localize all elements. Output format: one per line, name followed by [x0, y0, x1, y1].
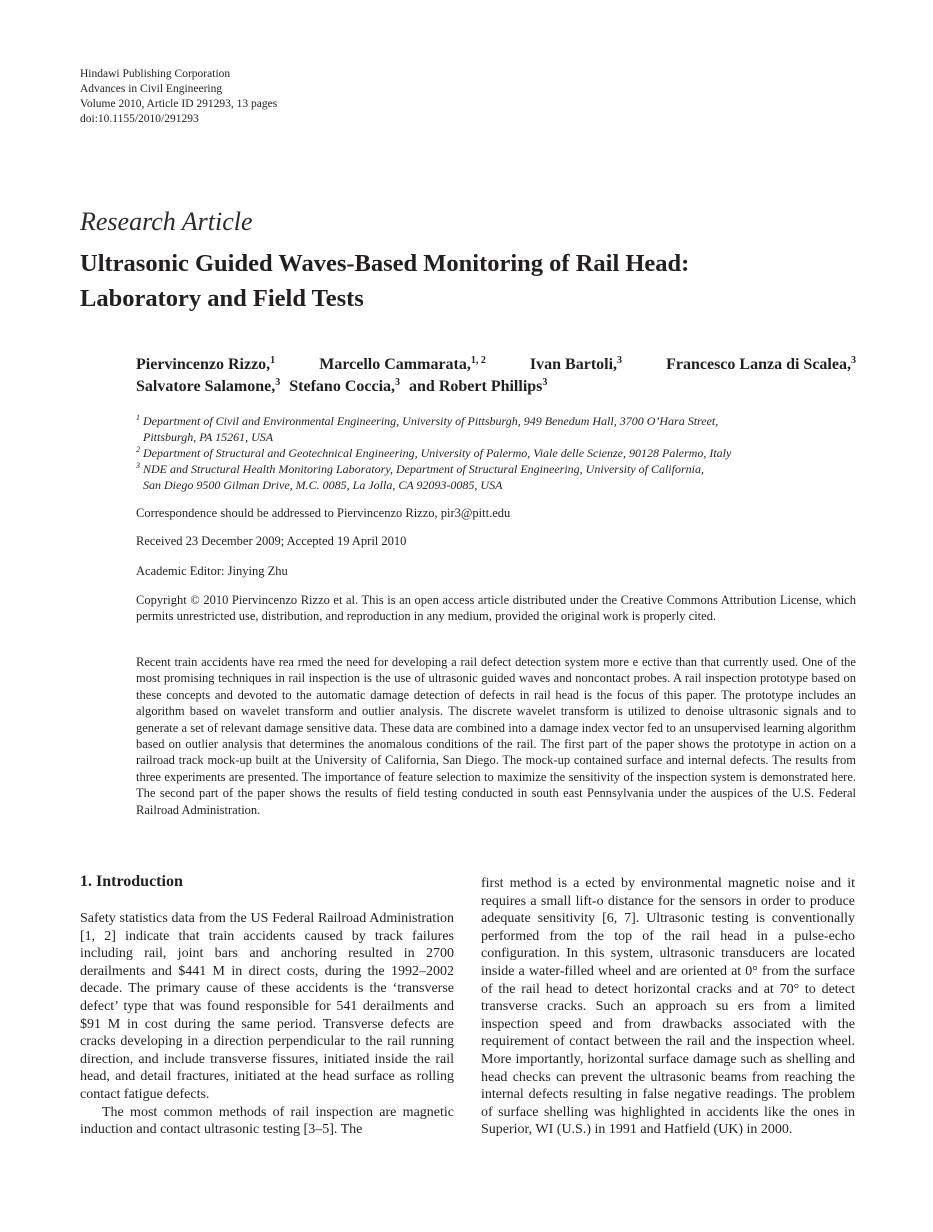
author: Marcello Cammarata,$^{1, 2}$ — [319, 355, 486, 373]
paragraph: The most common methods of rail inspection are magnetic induction and contact ultrasonic testing [3–5]. The — [80, 1104, 454, 1138]
affiliation: 2 Department of Structural and Geotechnical Engineering, University of Palermo, Viale delle Scienze, 90128 Palermo, Italy — [136, 445, 732, 460]
affiliations — [136, 413, 856, 493]
author: and Robert Phillips$^3$ — [409, 377, 548, 395]
affiliation: 1 Department of Civil and Environmental Engineering, University of Pittsburgh, 949 Benedum Hall, 3700 O’Hara Street, Pittsburgh, PA 15261, USA — [136, 413, 719, 444]
journal-header — [80, 67, 277, 127]
publisher: Hindawi Publishing Corporation — [80, 68, 231, 80]
title-line-2: Laboratory and Field Tests — [80, 285, 364, 312]
section-heading: 1. Introduction — [80, 873, 183, 890]
author: Ivan Bartoli,$^3$ — [529, 355, 623, 373]
academic-editor: Academic Editor: Jinying Zhu — [136, 564, 288, 578]
affiliation: 3 NDE and Structural Health Monitoring Laboratory, Department of Structural Engineering, University of California, San Diego 9500 Gilman Drive, M.C. 0085, La Jolla, CA 92093-0085, USA — [136, 461, 704, 492]
body-column-right — [481, 875, 855, 1139]
volume-info: Volume 2010, Article ID 291293, 13 pages — [80, 98, 278, 110]
author: Piervincenzo Rizzo,$^1$ — [136, 355, 276, 373]
copyright-notice: Copyright © 2010 Piervincenzo Rizzo et al. This is an open access article distributed under the Creative Commons Attribution License, which permits unrestricted use, distribution, and reproduction in any medium, provided the original work is properly cited. — [136, 593, 856, 624]
body-column-left — [80, 910, 454, 1139]
correspondence: Correspondence should be addressed to Piervincenzo Rizzo, pir3@pitt.edu — [136, 506, 511, 520]
paragraph: Safety statistics data from the US Federal Railroad Administration [1, 2] indicate that train accidents caused by track failures including rail, joint bars and anchoring resulted in 2700 derailments and $441 M in direct costs, during the 1992–2002 decade. The primary cause of these accidents is the ‘transverse defect’ type that was found responsible for 541 derailments and $91 M in cost during the same period. Transverse defects are cracks developing in a direction perpendicular to the rail running direction, and include transverse fissures, initiated inside the rail head, and detail fractures, initiated at the head surface as rolling contact fatigue defects. — [80, 911, 454, 1102]
abstract: Recent train accidents have rea rmed the need for developing a rail defect detection system more e ective than that currently used. One of the most promising techniques in rail inspection is the use of ultrasonic guided waves and noncontact probes. A rail inspection prototype based on these concepts and devoted to the automatic damage detection of defects in rail head is the focus of this paper. The prototype includes an algorithm based on wavelet transform and outlier analysis. The discrete wavelet transform is utilized to denoise ultrasonic signals and to generate a set of relevant damage sensitive data. These data are combined into a damage index vector fed to an unsupervised learning algorithm based on outlier analysis that determines the anomalous conditions of the rail. The first part of the paper shows the prototype in action on a railroad track mock-up built at the University of California, San Diego. The mock-up contained surface and internal defects. The results from three experiments are presented. The importance of feature selection to maximize the sensitivity of the inspection system is demonstrated here. The second part of the paper shows the results of field testing conducted in south east Pennsylvania under the auspices of the U.S. Federal Railroad Administration. — [136, 655, 856, 817]
title-line-1: Ultrasonic Guided Waves-Based Monitoring of Rail Head: — [80, 250, 690, 277]
article-type: Research Article — [80, 207, 253, 236]
author: Salvatore Salamone,$^3$ — [136, 377, 281, 395]
author-list — [136, 354, 856, 398]
journal-name: Advances in Civil Engineering — [80, 83, 223, 95]
author: Stefano Coccia,$^3$ — [289, 377, 401, 395]
author-line-2 — [136, 376, 856, 398]
doi[interactable]: doi:10.1155/2010/291293 — [80, 113, 199, 125]
received-dates: Received 23 December 2009; Accepted 19 April 2010 — [136, 534, 407, 548]
paper-title — [80, 246, 880, 316]
author-line-1 — [136, 354, 856, 376]
author: Francesco Lanza di Scalea,$^3$ — [666, 355, 856, 373]
paragraph: first method is a ected by environmental magnetic noise and it requires a small lift-o distance for the sensors in order to produce adequate sensitivity [6, 7]. Ultrasonic testing is conventionally performed from the top of the rail head in a pulse-echo configuration. In this system, ultrasonic transducers are located inside a water-filled wheel and are oriented at 0° from the surface of the rail head to detect horizontal cracks and at 70° to detect transverse cracks. Such an approach su ers from a limited inspection speed and from drawbacks associated with the requirement of contact between the rail and the inspection wheel. More importantly, horizontal surface damage such as shelling and head checks can prevent the ultrasonic beams from reaching the internal defects resulting in false negative readings. The problem of surface shelling was highlighted in accidents like the ones in Superior, WI (U.S.) in 1991 and Hatfield (UK) in 2000. — [481, 876, 855, 1138]
